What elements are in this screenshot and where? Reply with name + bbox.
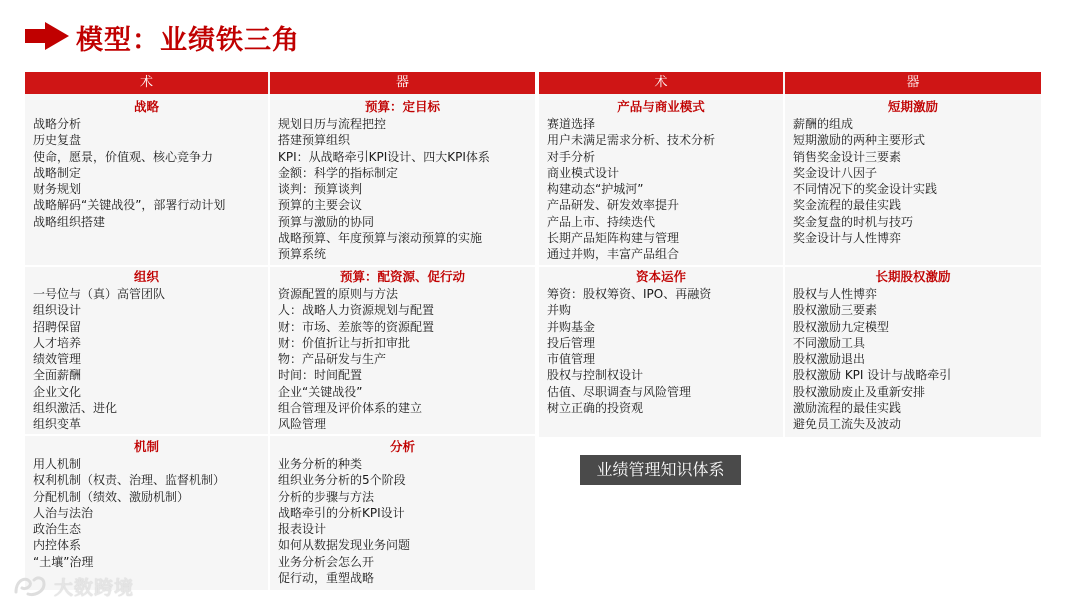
cell-capital-operation <box>539 268 783 416</box>
list-item: 并购基金 <box>547 319 596 334</box>
list-item: 战略制定 <box>33 165 82 180</box>
list-item: 战略组织搭建 <box>33 214 106 229</box>
list-item: 短期激励的两种主要形式 <box>793 133 926 148</box>
list-item: 搭建预算组织 <box>278 133 351 148</box>
list-item: 市值管理 <box>547 352 596 367</box>
list-item: 人治与法治 <box>33 505 94 520</box>
list-item: 企业“关键战役” <box>278 384 363 399</box>
list-item: 战略分析 <box>33 117 82 131</box>
list-item: 企业文化 <box>33 384 82 399</box>
page-title: 模型：业绩铁三角 <box>76 25 300 56</box>
list-item: 商业模式设计 <box>547 165 620 180</box>
list-item: 财务规划 <box>33 182 82 197</box>
list-item: 绩效管理 <box>33 352 82 367</box>
list-item: 人：战略人力资源规划与配置 <box>278 303 435 318</box>
list-item: 奖金复盘的时机与技巧 <box>793 214 914 229</box>
cell-budget-resources <box>270 268 535 433</box>
cell-heading: 分析 <box>389 439 415 454</box>
list-item: 一号位与（真）高管团队 <box>33 287 166 301</box>
knowledge-system-label: 业绩管理知识体系 <box>580 455 741 485</box>
cell-heading: 机制 <box>133 439 159 454</box>
list-item: 并购 <box>547 303 572 318</box>
list-item: 奖金流程的最佳实践 <box>793 198 902 213</box>
right-header-shu: 术 <box>539 72 783 94</box>
list-item: 政治生态 <box>33 522 82 537</box>
cell-strategy <box>25 98 268 230</box>
cell-heading: 组织 <box>133 269 159 284</box>
list-item: 长期产品矩阵构建与管理 <box>547 231 680 246</box>
list-item: 筹资：股权筹资、IPO、再融资 <box>547 287 712 301</box>
list-item: 促行动，重塑战略 <box>278 571 375 586</box>
list-item: 股权与人性博弈 <box>793 287 878 301</box>
list-item: 金额：科学的指标制定 <box>278 165 399 180</box>
watermark-logo-icon <box>12 572 50 600</box>
list-item: 组织激活、进化 <box>33 401 118 416</box>
list-item: 全面薪酬 <box>33 368 82 383</box>
left-header-shu: 术 <box>25 72 268 94</box>
list-item: 投后管理 <box>547 335 596 350</box>
list-item: 业务分析的种类 <box>278 457 363 471</box>
list-item: 战略解码“关键战役”，部署行动计划 <box>33 198 226 213</box>
list-item: 组织变革 <box>33 417 82 432</box>
row-divider <box>539 265 1041 267</box>
list-item: 财：价值折让与折扣审批 <box>278 335 411 350</box>
list-item: 构建动态“护城河” <box>547 182 644 197</box>
list-item: 薪酬的组成 <box>793 117 854 131</box>
list-item: 奖金设计与人性博弈 <box>793 231 902 246</box>
row-divider <box>25 265 535 267</box>
watermark <box>12 572 134 600</box>
list-item: 预算与激励的协同 <box>278 214 375 229</box>
list-item: 预算的主要会议 <box>278 198 363 213</box>
list-item: 股权激励 KPI 设计与战略牵引 <box>793 368 952 383</box>
cell-analysis <box>270 438 535 586</box>
list-item: 股权激励九定模型 <box>793 319 890 334</box>
list-item: 分析的步骤与方法 <box>278 489 375 504</box>
list-item: 招聘保留 <box>33 319 82 334</box>
list-item: 分配机制（绩效、激励机制） <box>33 489 190 504</box>
cell-organization <box>25 268 268 433</box>
list-item: 战略牵引的分析KPI设计 <box>278 505 405 520</box>
list-item: 内控体系 <box>33 538 82 553</box>
cell-heading: 预算：定目标 <box>364 99 440 114</box>
list-item: 树立正确的投资观 <box>547 401 644 416</box>
list-item: 避免员工流失及波动 <box>793 417 902 432</box>
list-item: 业务分析会怎么开 <box>278 554 375 569</box>
cell-heading: 预算：配资源、促行动 <box>339 269 465 284</box>
list-item: 财：市场、差旅等的资源配置 <box>278 319 435 334</box>
list-item: 组织业务分析的5个阶段 <box>278 473 406 488</box>
list-item: 使命，愿景，价值观、核心竞争力 <box>33 149 214 164</box>
cell-long-term-equity-incentive <box>785 268 1041 433</box>
list-item: 人才培养 <box>33 335 82 350</box>
cell-heading: 产品与商业模式 <box>617 99 705 114</box>
cell-heading: 资本运作 <box>635 269 686 284</box>
list-item: 估值、尽职调查与风险管理 <box>547 384 692 399</box>
list-item: 股权与控制权设计 <box>547 368 644 383</box>
list-item: 报表设计 <box>278 522 327 537</box>
right-header-qi: 器 <box>785 72 1041 94</box>
list-item: 用户未满足需求分析、技术分析 <box>547 133 716 148</box>
list-item: “土壤”治理 <box>33 554 94 569</box>
list-item: KPI：从战略牵引KPI设计、四大KPI体系 <box>278 149 490 164</box>
list-item: 对手分析 <box>547 149 596 164</box>
list-item: 通过并购，丰富产品组合 <box>547 247 680 262</box>
list-item: 风险管理 <box>278 417 327 432</box>
title-arrow-icon <box>25 22 69 50</box>
left-table <box>25 72 535 590</box>
list-item: 产品上市、持续迭代 <box>547 214 656 229</box>
list-item: 奖金设计八因子 <box>793 165 878 180</box>
list-item: 物：产品研发与生产 <box>278 352 387 367</box>
list-item: 资源配置的原则与方法 <box>278 287 399 301</box>
list-item: 时间：时间配置 <box>278 368 363 383</box>
left-header-qi: 器 <box>270 72 535 94</box>
cell-product-business-model <box>539 98 783 263</box>
list-item: 不同情况下的奖金设计实践 <box>793 182 938 197</box>
list-item: 激励流程的最佳实践 <box>793 401 902 416</box>
cell-heading: 短期激励 <box>887 99 938 114</box>
list-item: 股权激励废止及重新安排 <box>793 384 926 399</box>
list-item: 权利机制（权责、治理、监督机制） <box>33 473 226 488</box>
list-item: 股权激励三要素 <box>793 303 878 318</box>
list-item: 历史复盘 <box>33 133 82 148</box>
cell-heading: 战略 <box>133 99 159 114</box>
list-item: 不同激励工具 <box>793 335 866 350</box>
list-item: 销售奖金设计三要素 <box>793 149 902 164</box>
list-item: 组织设计 <box>33 303 82 318</box>
list-item: 如何从数据发现业务问题 <box>278 538 411 553</box>
cell-mechanism <box>25 438 268 570</box>
cell-heading: 长期股权激励 <box>875 269 951 284</box>
list-item: 用人机制 <box>33 457 82 471</box>
list-item: 战略预算、年度预算与滚动预算的实施 <box>278 231 483 246</box>
watermark-text: 大数跨境 <box>54 576 135 599</box>
list-item: 股权激励退出 <box>793 352 866 367</box>
right-table <box>539 72 1041 437</box>
list-item: 规划日历与流程把控 <box>278 117 387 131</box>
cell-budget-goals <box>270 98 535 263</box>
row-divider <box>25 434 535 436</box>
list-item: 谈判：预算谈判 <box>278 182 363 197</box>
list-item: 赛道选择 <box>547 117 596 131</box>
list-item: 产品研发、研发效率提升 <box>547 198 680 213</box>
cell-short-term-incentive <box>785 98 1041 246</box>
list-item: 组合管理及评价体系的建立 <box>278 401 423 416</box>
list-item: 预算系统 <box>278 247 327 262</box>
